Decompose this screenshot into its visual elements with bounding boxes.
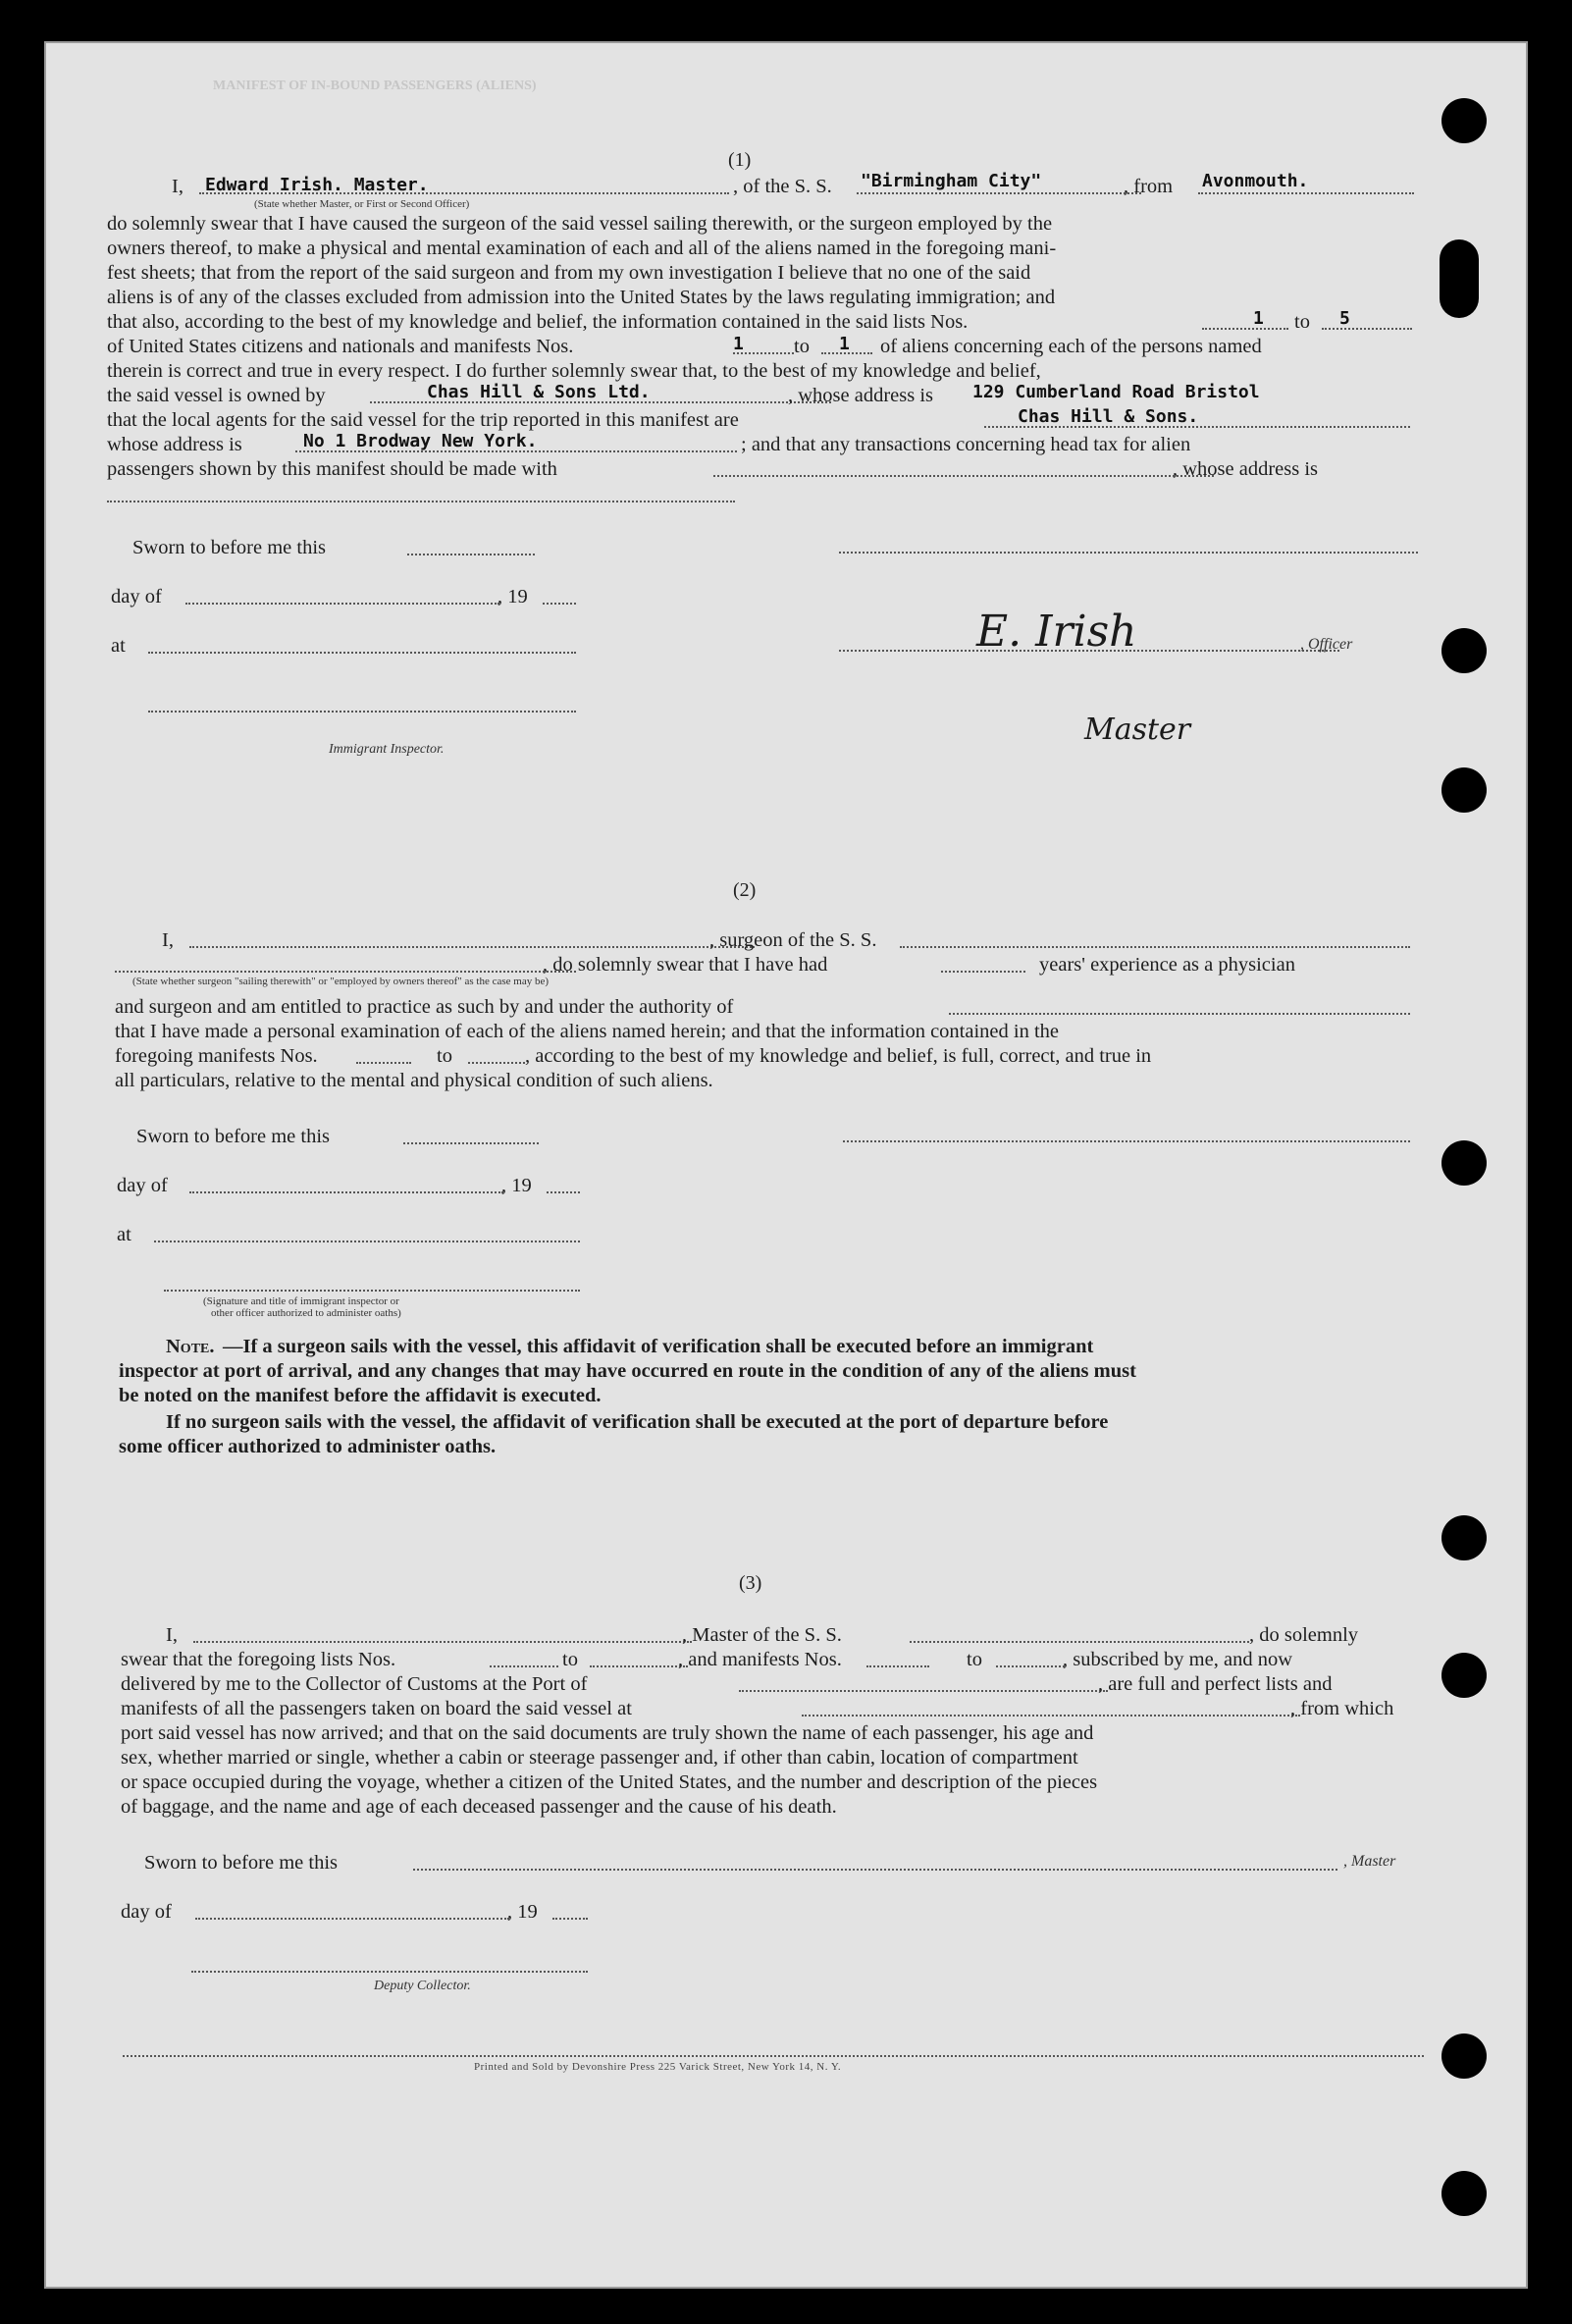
year-field-3: [552, 1918, 588, 1920]
full-lists-label: , are full and perfect lists and: [1098, 1673, 1333, 1695]
subscribed-label: , subscribed by me, and now: [1063, 1649, 1292, 1670]
bleed-through-text: MANIFEST OF IN-BOUND PASSENGERS (ALIENS): [213, 79, 537, 93]
surgeon-name-field: [189, 946, 755, 948]
day-field-1: [185, 603, 499, 605]
of-the-ss-label: , of the S. S.: [733, 176, 832, 197]
owner-value: Chas Hill & Sons Ltd.: [427, 382, 651, 402]
footer-rule: [123, 2055, 1424, 2057]
note-label: Note.: [166, 1336, 215, 1357]
sworn-label-2: Sworn to before me this: [136, 1126, 330, 1147]
year-field-2: [547, 1191, 580, 1193]
punch-hole-icon: [1441, 767, 1487, 813]
master-signature: E. Irish: [976, 607, 1137, 657]
day-field-2: [189, 1191, 503, 1193]
signature-title-note-2: other officer authorized to administer oaths): [211, 1307, 401, 1319]
punch-hole-icon: [1440, 239, 1479, 318]
surgeon-of-label: , surgeon of the S. S.: [709, 929, 877, 951]
section3-master-field: [193, 1641, 692, 1643]
authority-field: [949, 1013, 1410, 1015]
head-tax-line-b: passengers shown by this manifest should be made with: [107, 458, 557, 480]
day-field-3: [195, 1918, 509, 1920]
surgeon-signature-line: [843, 1140, 1410, 1142]
master-of-label: , Master of the S. S.: [682, 1624, 842, 1646]
sworn-field-1: [407, 554, 535, 555]
section3-to-label-2: to: [967, 1649, 982, 1670]
inspector-sign-field-2: [164, 1290, 580, 1292]
master-signature-title: Master: [1084, 713, 1191, 747]
surgeon-to-label: to: [437, 1045, 452, 1067]
and-manifests-label: , and manifests Nos.: [678, 1649, 842, 1670]
day-of-label-3: day of: [121, 1901, 172, 1923]
section-3-number: (3): [739, 1572, 762, 1594]
from-port-field: [1198, 192, 1414, 194]
correct-line: therein is correct and true in every respect. I do further solemnly swear that, to the best of my knowledge and belief,: [107, 360, 1041, 382]
punch-hole-icon: [1441, 1140, 1487, 1186]
year-label-1: , 19: [498, 586, 528, 607]
punch-hole-icon: [1441, 628, 1487, 673]
note-line-5: some officer authorized to administer oaths.: [119, 1436, 497, 1457]
lists-to-value: 5: [1339, 308, 1350, 329]
surgeon-manifests-from-field: [356, 1062, 411, 1064]
year-field-1: [543, 603, 576, 605]
agents-label: that the local agents for the said vessel for the trip reported in this manifest are: [107, 409, 739, 431]
signature-title-note-1: (Signature and title of immigrant inspector or: [203, 1295, 399, 1307]
note-line-2: inspector at port of arrival, and any changes that may have occurred en route in the condition of any of the aliens must: [119, 1360, 1136, 1382]
punch-hole-icon: [1441, 1653, 1487, 1698]
surgeon-manifests-to-field: [468, 1062, 525, 1064]
deputy-sign-field: [191, 1971, 588, 1973]
section3-lists-from-field: [490, 1665, 558, 1667]
section3-line-1: port said vessel has now arrived; and that on the said documents are truly shown the name of each passenger, his age and: [121, 1722, 1094, 1744]
exam-line: that I have made a personal examination of each of the aliens named herein; and that the information contained in the: [115, 1021, 1059, 1042]
oath-line-5: that also, according to the best of my knowledge and belief, the information contained in the said lists Nos.: [107, 311, 969, 333]
master-label: , Master: [1343, 1853, 1396, 1870]
section3-to-label-1: to: [562, 1649, 578, 1670]
section3-lists-to-field: [590, 1665, 688, 1667]
at-field-1: [148, 652, 576, 654]
surgeon-state-note: (State whether surgeon "sailing therewith" or "employed by owners thereof" as the case may be): [132, 976, 550, 987]
section-1-number: (1): [728, 149, 752, 171]
section3-line-3: or space occupied during the voyage, whether a citizen of the United States, and the number and description of the pieces: [121, 1771, 1098, 1793]
punch-hole-icon: [1441, 1515, 1487, 1560]
head-tax-line-a: ; and that any transactions concerning head tax for alien: [741, 434, 1191, 455]
note-line-4: If no surgeon sails with the vessel, the affidavit of verification shall be executed at the port of departure before: [166, 1411, 1109, 1433]
master-name-value: Edward Irish. Master.: [205, 175, 429, 195]
delivered-label: delivered by me to the Collector of Customs at the Port of: [121, 1673, 588, 1695]
owner-address-label: , whose address is: [788, 385, 934, 406]
head-tax-address-field: [107, 501, 735, 502]
authority-line: and surgeon and am entitled to practice as such by and under the authority of: [115, 996, 734, 1018]
note-line-3: be noted on the manifest before the affidavit is executed.: [119, 1385, 602, 1406]
to-label-1: to: [1294, 311, 1310, 333]
lists-from-field: [1202, 328, 1288, 330]
years-field: [941, 971, 1025, 973]
section3-intro-i: I,: [166, 1624, 178, 1646]
sworn-label-3: Sworn to before me this: [144, 1852, 338, 1874]
section2-intro-i: I,: [162, 929, 174, 951]
swear-lists-label: swear that the foregoing lists Nos.: [121, 1649, 396, 1670]
surgeon-ship-field: [900, 946, 1410, 948]
section3-line-2: sex, whether married or single, whether a cabin or steerage passenger and, if other than cabin, location of compartment: [121, 1747, 1078, 1769]
port-field: [739, 1690, 1108, 1692]
owned-by-label: the said vessel is owned by: [107, 385, 326, 406]
immigrant-inspector-label: Immigrant Inspector.: [329, 742, 445, 757]
note-line-1: —If a surgeon sails with the vessel, this affidavit of verification shall be executed before an immigrant: [223, 1336, 1094, 1357]
punch-hole-icon: [1441, 2034, 1487, 2079]
year-label-3: , 19: [507, 1901, 538, 1923]
head-tax-line-c: , whose address is: [1173, 458, 1319, 480]
citizens-line-b: of aliens concerning each of the persons named: [880, 336, 1262, 357]
section3-line-4: of baggage, and the name and age of each deceased passenger and the cause of his death.: [121, 1796, 837, 1818]
manifests-all-label: manifests of all the passengers taken on board the said vessel at: [121, 1698, 632, 1719]
day-of-label-2: day of: [117, 1175, 168, 1196]
manifests-line-a: foregoing manifests Nos.: [115, 1045, 318, 1067]
manifests-line-b: , according to the best of my knowledge and belief, is full, correct, and true in: [525, 1045, 1152, 1067]
state-whether-note: (State whether Master, or First or Second Officer): [254, 198, 470, 210]
from-which-label: , from which: [1290, 1698, 1394, 1719]
do-solemnly-label: , do solemnly: [1249, 1624, 1359, 1646]
oath-line-4: aliens is of any of the classes excluded from admission into the United States by the laws regulating immigration; and: [107, 287, 1056, 308]
do-swear-label: , do solemnly swear that I have had: [543, 954, 828, 976]
manifests-from-value: 1: [733, 334, 744, 354]
signature-line-top: [839, 552, 1418, 554]
printer-footer: Printed and Sold by Devonshire Press 225 Varick Street, New York 14, N. Y.: [474, 2061, 842, 2073]
lists-from-value: 1: [1253, 308, 1264, 329]
punch-hole-icon: [1441, 2171, 1487, 2216]
intro-i: I,: [172, 176, 183, 197]
to-label-2: to: [794, 336, 810, 357]
owner-address-value: 129 Cumberland Road Bristol: [972, 382, 1260, 402]
manifest-verification-sheet: [44, 41, 1528, 2289]
agents-address-value: No 1 Brodway New York.: [303, 431, 538, 451]
sworn-field-2: [403, 1142, 539, 1144]
oath-line-3: fest sheets; that from the report of the said surgeon and from my own investigation I believe that no one of the said: [107, 262, 1031, 284]
year-label-2: , 19: [501, 1175, 532, 1196]
section3-manifests-from-field: [866, 1665, 929, 1667]
particulars-line: all particulars, relative to the mental and physical condition of such aliens.: [115, 1070, 713, 1091]
at-label-1: at: [111, 635, 126, 657]
agents-address-label: whose address is: [107, 434, 242, 455]
inspector-sign-field-1: [148, 711, 576, 713]
years-experience-label: years' experience as a physician: [1039, 954, 1295, 976]
section-2-number: (2): [733, 879, 757, 901]
departure-port-field: [802, 1715, 1300, 1717]
deputy-collector-label: Deputy Collector.: [374, 1979, 471, 1993]
punch-hole-icon: [1441, 98, 1487, 143]
ship-name-value: "Birmingham City": [861, 171, 1042, 191]
ship-name-field: [857, 192, 1141, 194]
sworn-field-3: [413, 1869, 1337, 1871]
sworn-label-1: Sworn to before me this: [132, 537, 326, 558]
from-port-value: Avonmouth.: [1202, 171, 1309, 191]
head-tax-contact-field: [713, 475, 1214, 477]
lists-to-field: [1322, 328, 1412, 330]
section3-manifests-to-field: [996, 1665, 1065, 1667]
manifests-to-value: 1: [839, 334, 850, 354]
oath-line-2: owners thereof, to make a physical and mental examination of each and all of the aliens named in the foregoing mani-: [107, 238, 1057, 259]
section3-ship-field: [910, 1641, 1249, 1643]
oath-line-1: do solemnly swear that I have caused the surgeon of the said vessel sailing therewith, or the surgeon employed by the: [107, 213, 1053, 235]
from-label: , from: [1124, 176, 1174, 197]
officer-label: , Officer: [1300, 636, 1353, 653]
agents-value: Chas Hill & Sons.: [1018, 406, 1199, 427]
surgeon-state-field: [115, 971, 576, 973]
at-field-2: [154, 1241, 580, 1242]
day-of-label-1: day of: [111, 586, 162, 607]
at-label-2: at: [117, 1224, 131, 1245]
citizens-line-a: of United States citizens and nationals and manifests Nos.: [107, 336, 574, 357]
